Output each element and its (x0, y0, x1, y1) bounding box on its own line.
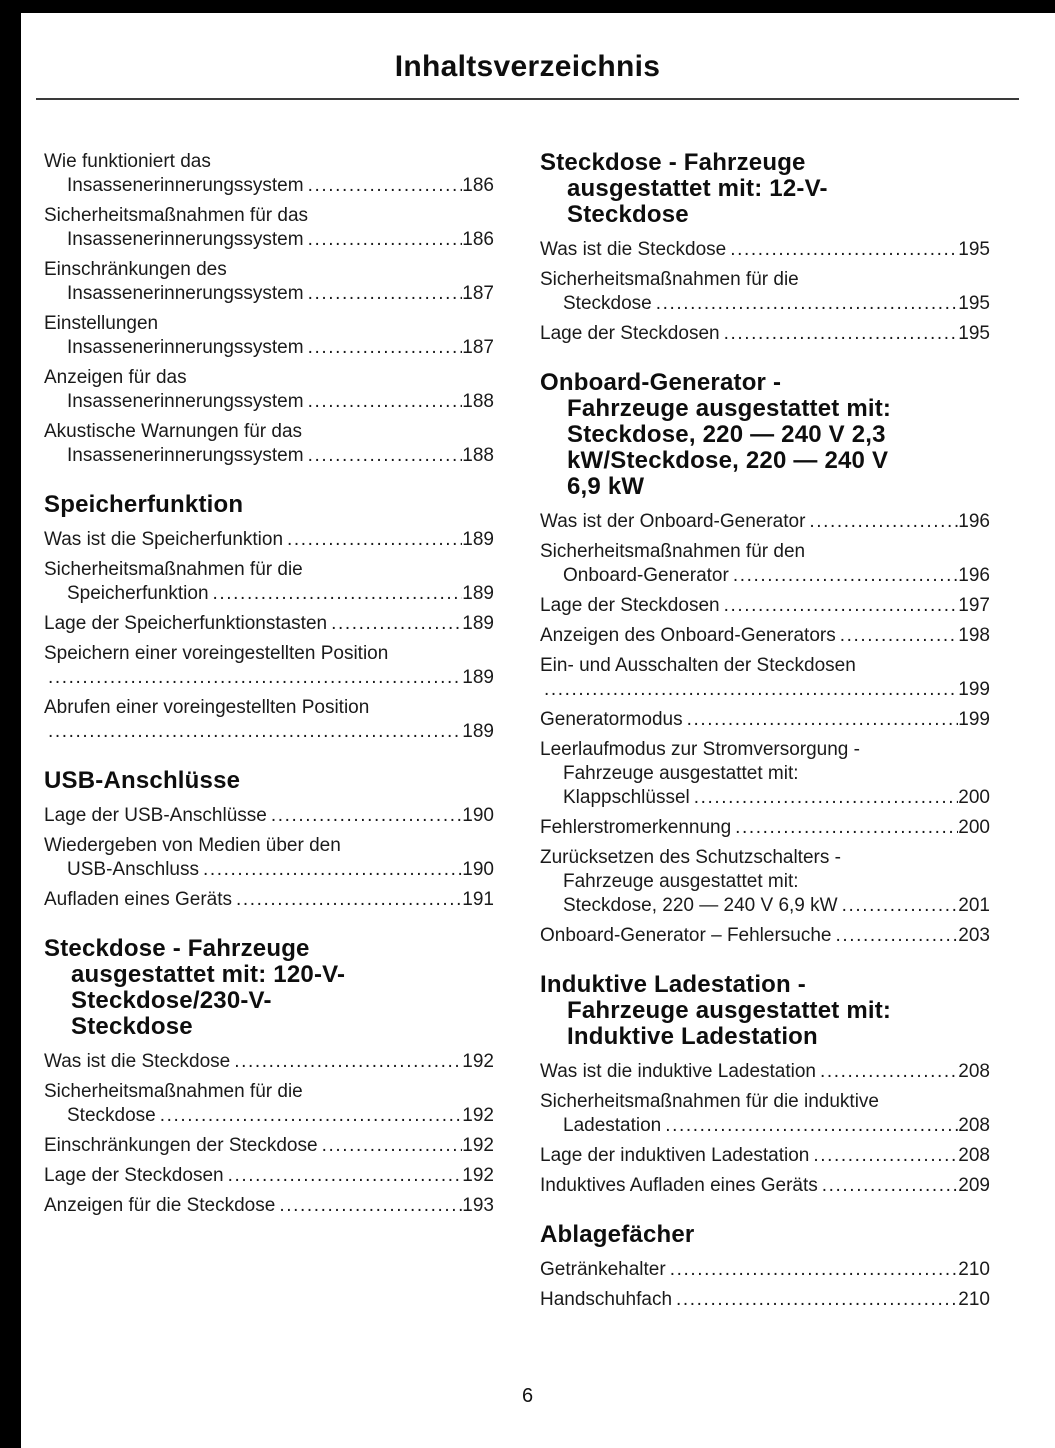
toc-entry-text: Insassenerinnerungssystem (67, 229, 304, 250)
dotted-leader (652, 292, 959, 316)
toc-entry-leader-row (44, 336, 494, 360)
toc-page-number: 208 (958, 1115, 990, 1136)
toc-section-heading (540, 1222, 990, 1248)
toc-heading-line: Fahrzeuge ausgestattet mit: (567, 395, 892, 422)
dotted-leader (666, 1258, 959, 1282)
toc-page-number: 208 (958, 1061, 990, 1082)
toc-entry (540, 510, 990, 534)
toc-entry-leader-row (540, 624, 990, 648)
toc-page-number: 192 (462, 1105, 494, 1126)
toc-entry-leader-row (44, 666, 494, 690)
toc-entry (540, 594, 990, 618)
toc-page-number: 195 (958, 239, 990, 260)
toc-entry-leader-row (540, 816, 990, 840)
toc-entry-line: Wiedergeben von Medien über den (44, 835, 341, 856)
toc-entry-text: Klappschlüssel (563, 787, 690, 808)
toc-entry-leader-row (44, 720, 494, 744)
toc-heading-line: USB-Anschlüsse (44, 767, 241, 794)
toc-entry-text: Insassenerinnerungssystem (67, 283, 304, 304)
toc-section (540, 370, 990, 948)
toc-heading-line: Steckdose (567, 201, 689, 228)
toc-section (44, 492, 494, 744)
toc-entry-text: Einschränkungen der Steckdose (44, 1135, 318, 1156)
toc-heading-line: Speicherfunktion (44, 491, 244, 518)
dotted-leader (318, 1134, 463, 1158)
toc-page-number: 197 (958, 595, 990, 616)
toc-entry (44, 1050, 494, 1074)
dotted-leader (327, 612, 462, 636)
toc-entry-line: Sicherheitsmaßnahmen für das (44, 205, 309, 226)
toc-entry-leader-row (540, 924, 990, 948)
toc-page-number: 186 (462, 175, 494, 196)
toc-page-number: 200 (958, 787, 990, 808)
toc-page-number: 196 (958, 511, 990, 532)
toc-entry-text: Lage der Speicherfunktionstasten (44, 613, 328, 634)
toc-entry-leader-row (540, 1144, 990, 1168)
toc-entry (44, 1194, 494, 1218)
dotted-leader (683, 708, 959, 732)
dotted-leader (224, 1164, 463, 1188)
toc-entry-leader-row (44, 612, 494, 636)
toc-entry (44, 528, 494, 552)
toc-entry (44, 312, 494, 360)
toc-entry-text: Ladestation (563, 1115, 662, 1136)
toc-page-number: 192 (462, 1135, 494, 1156)
toc-entry (540, 268, 990, 316)
dotted-leader (729, 564, 958, 588)
toc-entry-text: Insassenerinnerungssystem (67, 175, 304, 196)
toc-entry-text: Lage der induktiven Ladestation (540, 1145, 810, 1166)
toc-heading-line: ausgestattet mit: 120-V- (71, 961, 346, 988)
toc-page-number: 187 (462, 337, 494, 358)
toc-columns (0, 100, 1055, 1318)
toc-page-number: 187 (462, 283, 494, 304)
toc-entry-text: Lage der Steckdosen (44, 1165, 224, 1186)
toc-entry-text: Was ist der Onboard-Generator (540, 511, 806, 532)
toc-entry (44, 1164, 494, 1188)
toc-heading-line: Fahrzeuge ausgestattet mit: (567, 997, 892, 1024)
toc-entry-leader-row (540, 678, 990, 702)
dotted-leader (720, 322, 959, 346)
toc-section (540, 1222, 990, 1312)
toc-entry-line: Einstellungen (44, 313, 159, 334)
toc-entry-text: Anzeigen des Onboard-Generators (540, 625, 836, 646)
toc-entry-text: Aufladen eines Geräts (44, 889, 233, 910)
toc-page-number: 191 (462, 889, 494, 910)
toc-entry-line: Sicherheitsmaßnahmen für die (44, 1081, 303, 1102)
toc-entry-leader-row (44, 804, 494, 828)
toc-entry-leader-row (540, 510, 990, 534)
toc-entry-leader-row (44, 528, 494, 552)
toc-entry-text: Induktives Aufladen eines Geräts (540, 1175, 818, 1196)
toc-entry-text: Lage der USB-Anschlüsse (44, 805, 267, 826)
toc-entry-leader-row (540, 322, 990, 346)
toc-entry-text: Insassenerinnerungssystem (67, 445, 304, 466)
toc-page-number: 210 (958, 1259, 990, 1280)
dotted-leader (726, 238, 958, 262)
toc-entry-text: Onboard-Generator – Fehlersuche (540, 925, 832, 946)
toc-entry (44, 258, 494, 306)
toc-entry (44, 366, 494, 414)
toc-entry (540, 1288, 990, 1312)
toc-section (44, 768, 494, 912)
toc-entry-leader-row (540, 786, 990, 810)
toc-page-number: 203 (958, 925, 990, 946)
toc-entry-text: Was ist die induktive Ladestation (540, 1061, 817, 1082)
toc-entry-text: Lage der Steckdosen (540, 323, 720, 344)
dotted-leader (818, 1174, 959, 1198)
toc-page-number: 200 (958, 817, 990, 838)
dotted-leader (44, 720, 462, 744)
toc-page-number: 195 (958, 323, 990, 344)
toc-entry (44, 1134, 494, 1158)
toc-page-number: 199 (958, 709, 990, 730)
toc-page-number: 208 (958, 1145, 990, 1166)
dotted-leader (304, 282, 463, 306)
toc-entry-leader-row (44, 1104, 494, 1128)
toc-entry-leader-row (44, 1164, 494, 1188)
toc-entry-leader-row (540, 1060, 990, 1084)
dotted-leader (230, 1050, 462, 1074)
toc-page-number: 199 (958, 679, 990, 700)
toc-entry-line: Fahrzeuge ausgestattet mit: (563, 763, 799, 784)
dotted-leader (672, 1288, 958, 1312)
toc-entry (540, 708, 990, 732)
toc-heading-line: Steckdose - Fahrzeuge (44, 935, 310, 962)
toc-entry-leader-row (540, 1114, 990, 1138)
toc-entry-text: Getränkehalter (540, 1259, 666, 1280)
toc-entry-text: Speicherfunktion (67, 583, 209, 604)
toc-entry-leader-row (44, 444, 494, 468)
toc-entry-text: USB-Anschluss (67, 859, 199, 880)
toc-page-number: 189 (462, 583, 494, 604)
toc-page-number: 188 (462, 391, 494, 412)
toc-page-number: 189 (462, 667, 494, 688)
toc-heading-line: Onboard-Generator - (540, 369, 782, 396)
toc-section-heading (540, 972, 990, 1050)
toc-page-number: 210 (958, 1289, 990, 1310)
toc-entry-line: Leerlaufmodus zur Stromversorgung - (540, 739, 860, 760)
dotted-leader (731, 816, 958, 840)
toc-entry-leader-row (44, 282, 494, 306)
dotted-leader (199, 858, 462, 882)
dotted-leader (836, 624, 959, 648)
toc-entry-text: Was ist die Steckdose (44, 1051, 231, 1072)
toc-entry-text: Steckdose, 220 — 240 V 6,9 kW (563, 895, 838, 916)
dotted-leader (156, 1104, 463, 1128)
toc-entry (44, 558, 494, 606)
toc-heading-line: Steckdose/230-V- (71, 987, 272, 1014)
dotted-leader (304, 174, 463, 198)
dotted-leader (805, 510, 958, 534)
toc-entry-leader-row (540, 1258, 990, 1282)
dotted-leader (209, 582, 463, 606)
toc-entry-line: Sicherheitsmaßnahmen für die (540, 269, 799, 290)
toc-section-heading (540, 370, 990, 500)
dotted-leader (661, 1114, 958, 1138)
toc-entry-text: Was ist die Speicherfunktion (44, 529, 284, 550)
toc-entry (44, 150, 494, 198)
dotted-leader (304, 390, 463, 414)
dotted-leader (816, 1060, 958, 1084)
dotted-leader (690, 786, 959, 810)
toc-entry-leader-row (540, 1288, 990, 1312)
toc-entry-line: Fahrzeuge ausgestattet mit: (563, 871, 799, 892)
toc-heading-line: 6,9 kW (567, 473, 645, 500)
toc-entry-text: Lage der Steckdosen (540, 595, 720, 616)
toc-entry-line: Wie funktioniert das (44, 151, 211, 172)
toc-heading-line: Induktive Ladestation - (540, 971, 806, 998)
toc-entry (44, 420, 494, 468)
toc-entry-text: Anzeigen für die Steckdose (44, 1195, 276, 1216)
toc-section (44, 150, 494, 468)
toc-page-number: 209 (958, 1175, 990, 1196)
toc-entry (540, 846, 990, 918)
toc-entry-line: Akustische Warnungen für das (44, 421, 303, 442)
dotted-leader (304, 336, 463, 360)
toc-entry-leader-row (540, 894, 990, 918)
toc-entry-line: Ein- und Ausschalten der Steckdosen (540, 655, 856, 676)
dotted-leader (720, 594, 959, 618)
toc-entry-line: Zurücksetzen des Schutzschalters - (540, 847, 841, 868)
toc-entry-text: Generatormodus (540, 709, 683, 730)
toc-page-number: 192 (462, 1051, 494, 1072)
toc-page-number: 190 (462, 859, 494, 880)
toc-entry-line: Speichern einer voreingestellten Position (44, 643, 389, 664)
toc-entry-text: Steckdose (563, 293, 652, 314)
toc-section-heading (44, 936, 494, 1040)
toc-entry (540, 238, 990, 262)
dotted-leader (304, 444, 463, 468)
toc-entry (540, 624, 990, 648)
toc-entry (44, 804, 494, 828)
toc-heading-line: Induktive Ladestation (567, 1023, 818, 1050)
page-border-top (0, 0, 1055, 13)
toc-entry-line: Anzeigen für das (44, 367, 187, 388)
toc-entry-leader-row (540, 708, 990, 732)
toc-page-number: 188 (462, 445, 494, 466)
toc-page-number: 189 (462, 529, 494, 550)
toc-page-number: 189 (462, 721, 494, 742)
toc-entry-leader-row (540, 292, 990, 316)
toc-page-number: 196 (958, 565, 990, 586)
toc-entry-text: Insassenerinnerungssystem (67, 391, 304, 412)
toc-entry-leader-row (540, 594, 990, 618)
toc-entry (540, 540, 990, 588)
toc-entry-leader-row (44, 228, 494, 252)
toc-entry-text: Was ist die Steckdose (540, 239, 727, 260)
toc-entry-leader-row (44, 1050, 494, 1074)
toc-page-number: 198 (958, 625, 990, 646)
toc-entry-text: Steckdose (67, 1105, 156, 1126)
dotted-leader (275, 1194, 462, 1218)
dotted-leader (832, 924, 959, 948)
toc-entry (44, 834, 494, 882)
toc-entry (540, 738, 990, 810)
page-number: 6 (521, 1385, 534, 1407)
toc-page-number: 193 (462, 1195, 494, 1216)
toc-entry-leader-row (44, 390, 494, 414)
toc-entry-leader-row (44, 888, 494, 912)
page-title: Inhaltsverzeichnis (394, 50, 661, 83)
toc-section-heading (44, 492, 494, 518)
dotted-leader (838, 894, 959, 918)
toc-page-number: 186 (462, 229, 494, 250)
toc-entry-text: Fehlerstromerkennung (540, 817, 732, 838)
toc-heading-line: kW/Steckdose, 220 — 240 V (567, 447, 889, 474)
toc-entry (540, 924, 990, 948)
dotted-leader (267, 804, 462, 828)
toc-page-number: 195 (958, 293, 990, 314)
toc-heading-line: Ablagefächer (540, 1221, 695, 1248)
toc-entry-leader-row (44, 1134, 494, 1158)
toc-entry-line: Sicherheitsmaßnahmen für die induktive (540, 1091, 880, 1112)
toc-column-right (540, 150, 990, 1318)
toc-page-number: 190 (462, 805, 494, 826)
toc-heading-line: Steckdose, 220 — 240 V 2,3 (567, 421, 886, 448)
page-border-left (0, 0, 21, 1448)
toc-entry-leader-row (540, 1174, 990, 1198)
toc-entry (44, 888, 494, 912)
toc-section-heading (44, 768, 494, 794)
toc-entry (540, 1060, 990, 1084)
toc-entry-leader-row (540, 564, 990, 588)
toc-section (540, 150, 990, 346)
toc-entry (44, 612, 494, 636)
toc-entry (44, 204, 494, 252)
toc-entry (44, 696, 494, 744)
toc-section (540, 972, 990, 1198)
toc-page-number: 192 (462, 1165, 494, 1186)
toc-entry (540, 1090, 990, 1138)
toc-entry-text: Insassenerinnerungssystem (67, 337, 304, 358)
toc-entry (540, 1258, 990, 1282)
toc-entry-leader-row (540, 238, 990, 262)
toc-entry (540, 1174, 990, 1198)
toc-entry (540, 654, 990, 702)
toc-entry-leader-row (44, 174, 494, 198)
toc-entry-leader-row (44, 582, 494, 606)
toc-entry-text: Onboard-Generator (563, 565, 729, 586)
toc-heading-line: ausgestattet mit: 12-V- (567, 175, 828, 202)
toc-entry (540, 816, 990, 840)
toc-entry-line: Sicherheitsmaßnahmen für den (540, 541, 806, 562)
toc-section (44, 936, 494, 1218)
toc-page-number: 189 (462, 613, 494, 634)
toc-entry-line: Sicherheitsmaßnahmen für die (44, 559, 303, 580)
toc-page-number: 201 (958, 895, 990, 916)
toc-entry-line: Einschränkungen des (44, 259, 227, 280)
toc-heading-line: Steckdose - Fahrzeuge (540, 149, 806, 176)
toc-entry-leader-row (44, 858, 494, 882)
dotted-leader (809, 1144, 958, 1168)
dotted-leader (540, 678, 958, 702)
dotted-leader (44, 666, 462, 690)
toc-entry (540, 322, 990, 346)
toc-entry (44, 642, 494, 690)
dotted-leader (304, 228, 463, 252)
dotted-leader (232, 888, 462, 912)
toc-entry (44, 1080, 494, 1128)
toc-column-left (44, 150, 494, 1318)
dotted-leader (283, 528, 462, 552)
toc-heading-line: Steckdose (71, 1013, 193, 1040)
toc-entry-line: Abrufen einer voreingestellten Position (44, 697, 370, 718)
toc-entry-text: Handschuhfach (540, 1289, 673, 1310)
toc-section-heading (540, 150, 990, 228)
toc-entry-leader-row (44, 1194, 494, 1218)
toc-entry (540, 1144, 990, 1168)
